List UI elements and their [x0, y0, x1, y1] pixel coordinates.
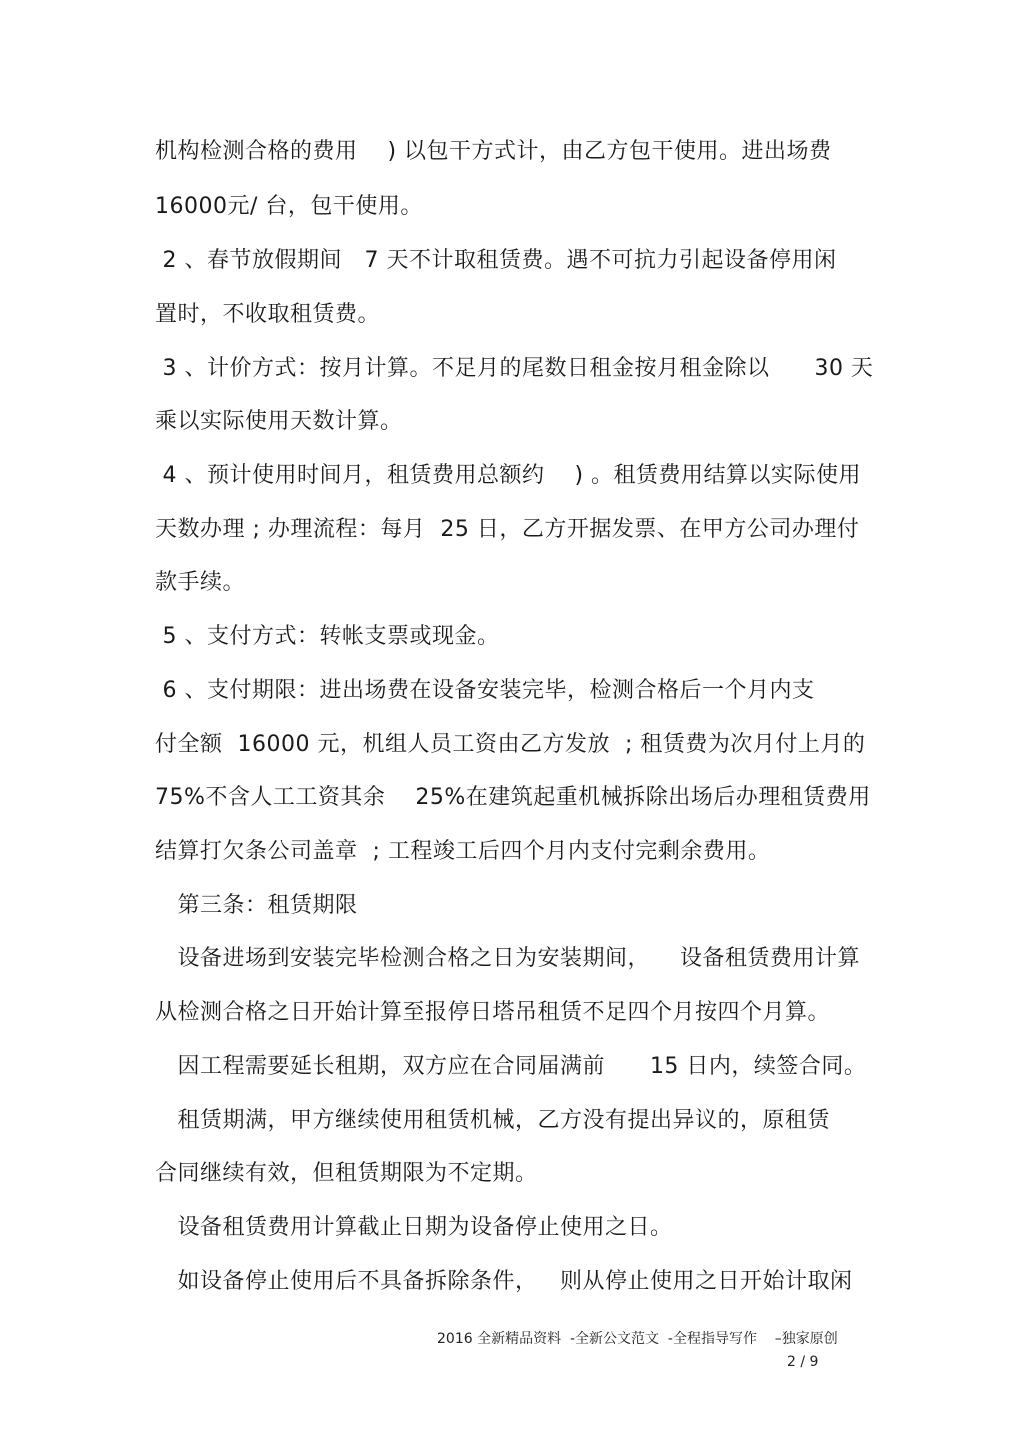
text-line: 付全额 16000 元，机组人员工资由乙方发放 ; 租赁费为次月付上月的 [155, 732, 866, 757]
text-line: 合同继续有效，但租赁期限为不定期。 [155, 1161, 538, 1186]
text-line: 6 、支付期限：进出场费在设备安装完毕，检测合格后一个月内支 [155, 678, 815, 703]
text-line: 置时，不收取租赁费。 [155, 302, 381, 327]
section-heading: 第三条：租赁期限 [155, 893, 358, 918]
text-line: 16000元/ 台，包干使用。 [155, 194, 423, 219]
footer-promo: 2016 全新精品资料 -全新公文范文 -全程指导写作 –独家原创 [437, 1331, 838, 1347]
text-line: 天数办理 ; 办理流程：每月 25 日，乙方开据发票、在甲方公司办理付 [155, 517, 860, 542]
text-line: 从检测合格之日开始计算至报停日塔吊租赁不足四个月按四个月算。 [155, 1000, 831, 1025]
text-line: 机构检测合格的费用 ) 以包干方式计，由乙方包干使用。进出场费 [155, 139, 832, 164]
text-line: 75%不含人工工资其余 25%在建筑起重机械拆除出场后办理租赁费用 [155, 785, 871, 810]
page-number: 2 / 9 [787, 1354, 819, 1370]
text-line: 款手续。 [155, 570, 246, 595]
text-line: 因工程需要延长租期，双方应在合同届满前 15 日内，续签合同。 [155, 1054, 867, 1079]
text-line: 3 、计价方式：按月计算。不足月的尾数日租金按月租金除以 30 天 [155, 356, 874, 381]
text-line: 4 、预计使用时间月，租赁费用总额约 ) 。租赁费用结算以实际使用 [155, 463, 862, 488]
text-line: 租赁期满，甲方继续使用租赁机械，乙方没有提出异议的，原租赁 [155, 1108, 830, 1133]
text-line: 如设备停止使用后不具备拆除条件， 则从停止使用之日开始计取闲 [155, 1269, 853, 1294]
text-line: 结算打欠条公司盖章 ; 工程竣工后四个月内支付完剩余费用。 [155, 839, 771, 864]
text-line: 2 、春节放假期间 7 天不计取租赁费。遇不可抗力引起设备停用闲 [155, 248, 837, 273]
text-line: 设备进场到安装完毕检测合格之日为安装期间， 设备租赁费用计算 [155, 946, 860, 971]
text-line: 设备租赁费用计算截止日期为设备停止使用之日。 [155, 1215, 673, 1240]
text-line: 5 、支付方式：转帐支票或现金。 [155, 624, 500, 649]
text-line: 乘以实际使用天数计算。 [155, 409, 403, 434]
